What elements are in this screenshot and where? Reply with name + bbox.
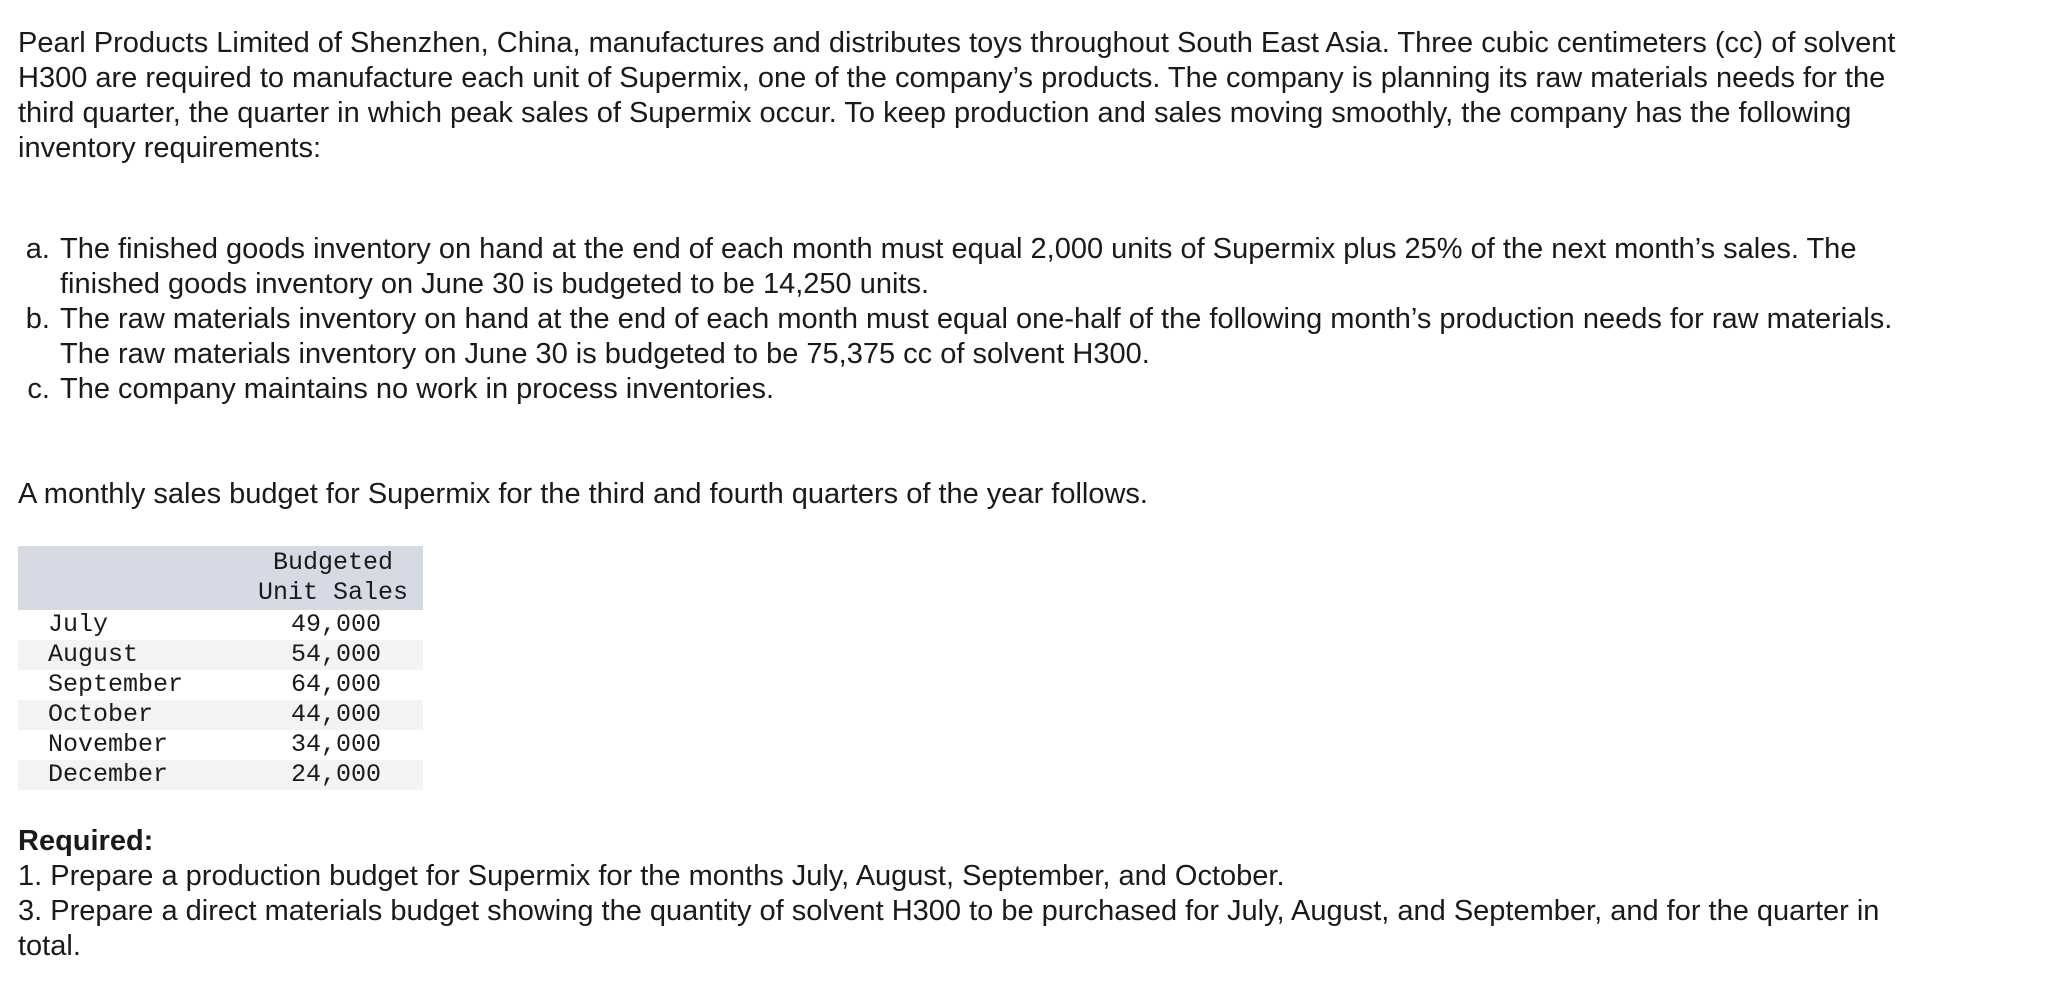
sales-budget-intro: A monthly sales budget for Supermix for the third and fourth quarters of the year follows. bbox=[18, 478, 1148, 510]
problem-content bbox=[18, 26, 1918, 964]
unit-sales-cell: 64,000 bbox=[290, 670, 381, 699]
required-item-3: 3. Prepare a direct materials budget showing the quantity of solvent H300 to be purchased for July, August, and September, and for the quarter in total. bbox=[18, 895, 1880, 962]
table-row bbox=[18, 610, 423, 640]
unit-sales-cell: 44,000 bbox=[243, 700, 423, 730]
unit-sales-cell: 49,000 bbox=[290, 610, 381, 639]
table-row bbox=[18, 760, 423, 790]
table-header-row bbox=[18, 546, 423, 610]
required-item-1: 1. Prepare a production budget for Supermix for the months July, August, September, and October. bbox=[18, 860, 1285, 892]
required-heading: Required: bbox=[18, 825, 154, 857]
header-line-budgeted: Budgeted bbox=[272, 548, 394, 577]
month-cell: September bbox=[48, 670, 184, 699]
requirement-item-a: a. The finished goods inventory on hand at the end of each month must equal 2,000 units of Supermix plus 25% of the next month’s sales. The finished goods inventory on June 30 is budgeted to be 14,250 units. bbox=[58, 232, 1918, 302]
unit-sales-cell: 54,000 bbox=[243, 640, 423, 670]
unit-sales-cell: 24,000 bbox=[243, 760, 423, 790]
sales-budget-table bbox=[18, 546, 423, 790]
month-column-header bbox=[18, 546, 243, 610]
requirement-item-b: b. The raw materials inventory on hand at the end of each month must equal one-half of the following month’s production needs for raw materials. The raw materials inventory on June 30 is budgeted to be 75,375 cc of solvent H300. bbox=[58, 302, 1918, 372]
month-cell: July bbox=[48, 610, 109, 639]
inventory-requirements-list bbox=[18, 232, 1918, 407]
month-cell: November bbox=[48, 730, 169, 759]
budgeted-unit-sales-header bbox=[243, 546, 423, 610]
intro-paragraph: Pearl Products Limited of Shenzhen, China, manufactures and distributes toys throughout South East Asia. Three cubic centimeters (cc) of solvent H300 are required to manufacture each unit of Supermix, one of the company’s products. The company is planning its raw materials needs for the third quarter, the quarter in which peak sales of Supermix occur. To keep production and sales moving smoothly, the company has the following inventory requirements: bbox=[18, 27, 1896, 164]
table-row bbox=[18, 640, 423, 670]
table-row bbox=[18, 730, 423, 760]
table-row bbox=[18, 670, 423, 700]
requirement-item-c: c. The company maintains no work in process inventories. bbox=[58, 372, 1918, 407]
month-cell: December bbox=[18, 760, 243, 790]
table-row bbox=[18, 700, 423, 730]
month-cell: October bbox=[18, 700, 243, 730]
unit-sales-cell: 34,000 bbox=[290, 730, 381, 759]
header-line-unit-sales: Unit Sales bbox=[257, 578, 409, 607]
month-cell: August bbox=[18, 640, 243, 670]
